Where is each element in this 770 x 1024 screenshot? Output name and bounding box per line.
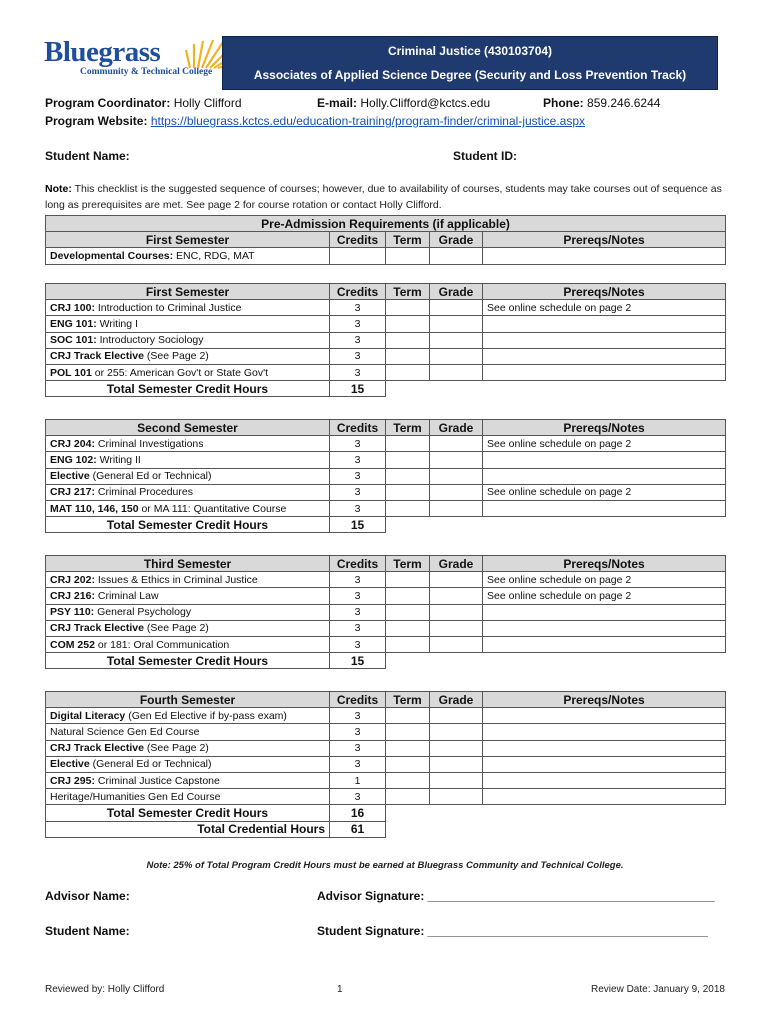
grade-cell[interactable] (430, 468, 483, 484)
grade-cell[interactable] (430, 348, 483, 364)
grade-cell[interactable] (430, 620, 483, 636)
total-row (46, 805, 726, 821)
course-code: SOC 101: (50, 334, 97, 347)
course-cell (46, 756, 330, 772)
logo-wordmark: Bluegrass (44, 36, 161, 68)
semester-table (45, 555, 726, 669)
program-title: Criminal Justice (430103704) (387, 44, 553, 58)
course-code: CRJ 204: (50, 437, 95, 450)
table-row (46, 484, 726, 500)
term-cell[interactable] (386, 604, 430, 620)
course-cell (46, 348, 330, 364)
notes-cell (483, 604, 726, 620)
credits-header: Credits (330, 284, 386, 300)
course-cell (46, 364, 330, 380)
course-cell (46, 468, 330, 484)
table-row (46, 364, 726, 380)
term-cell[interactable] (386, 724, 430, 740)
course-cell (46, 436, 330, 452)
grade-cell[interactable] (430, 588, 483, 604)
website-link[interactable]: https://bluegrass.kctcs.edu/education-training/program-finder/criminal-justice.aspx (150, 114, 586, 128)
term-cell[interactable] (386, 756, 430, 772)
student-name-label: Student Name: (45, 149, 130, 163)
course-title: Heritage/Humanities Gen Ed Course (50, 790, 221, 803)
course-title: (See Page 2) (143, 622, 209, 635)
total-row (46, 381, 726, 397)
course-title: Natural Science Gen Ed Course (50, 725, 200, 738)
course-title: (Gen Ed Elective if by-pass exam) (125, 709, 287, 722)
course-code: CRJ Track Elective (50, 622, 144, 635)
course-code: CRJ 217: (50, 486, 95, 499)
advisor-signature-line[interactable]: Advisor Signature: ___________________________________________ (317, 889, 715, 903)
course-cell (46, 500, 330, 516)
credits-cell: 3 (330, 500, 386, 516)
term-cell[interactable] (386, 452, 430, 468)
page-number: 1 (337, 984, 343, 995)
table-row (46, 248, 726, 264)
email-value: Holly.Clifford@kctcs.edu (360, 96, 491, 110)
course-cell (46, 484, 330, 500)
course-title: or MA 111: Quantitative Course (138, 502, 287, 515)
notes-cell: See online schedule on page 2 (483, 436, 726, 452)
notes-cell: See online schedule on page 2 (483, 588, 726, 604)
credits-cell: 3 (330, 756, 386, 772)
table-row (46, 789, 726, 805)
grade-header: Grade (430, 556, 483, 572)
prereqs-header: Prereqs/Notes (483, 692, 726, 708)
notes-cell (483, 348, 726, 364)
semester-header: Second Semester (46, 420, 330, 436)
term-cell[interactable] (386, 484, 430, 500)
credits-header: Credits (330, 420, 386, 436)
term-header: Term (386, 420, 430, 436)
pre-admission-table (45, 215, 726, 265)
course-title: Criminal Procedures (94, 486, 193, 499)
semester-header: Fourth Semester (46, 692, 330, 708)
course-code: Digital Literacy (50, 709, 126, 722)
semester-table (45, 283, 726, 397)
course-cell (46, 740, 330, 756)
table-row (46, 724, 726, 740)
course-title: (See Page 2) (143, 350, 209, 363)
prereqs-header: Prereqs/Notes (483, 232, 726, 248)
course-title: Criminal Investigations (94, 437, 204, 450)
course-cell (46, 572, 330, 588)
grade-cell[interactable] (430, 500, 483, 516)
grade-cell[interactable] (430, 364, 483, 380)
credits-cell: 3 (330, 300, 386, 316)
total-label: Total Semester Credit Hours (46, 517, 330, 533)
course-cell (46, 452, 330, 468)
pre-admission-title: Pre-Admission Requirements (if applicable) (46, 216, 726, 232)
term-cell[interactable] (386, 348, 430, 364)
term-header: Term (386, 692, 430, 708)
grade-cell[interactable] (430, 332, 483, 348)
advisor-name-label: Advisor Name: (45, 889, 130, 903)
course-title: Introduction to Criminal Justice (94, 301, 242, 314)
website-label: Program Website: (45, 114, 148, 128)
course-code: CRJ 216: (50, 589, 95, 602)
term-cell[interactable] (386, 636, 430, 652)
grade-cell[interactable] (430, 740, 483, 756)
notes-cell (483, 500, 726, 516)
credits-cell: 3 (330, 588, 386, 604)
table-row (46, 332, 726, 348)
notes-cell: See online schedule on page 2 (483, 484, 726, 500)
notes-cell: See online schedule on page 2 (483, 300, 726, 316)
term-header: Term (386, 232, 430, 248)
total-label: Total Semester Credit Hours (46, 381, 330, 397)
course-code: ENG 102: (50, 453, 97, 466)
term-cell[interactable] (386, 708, 430, 724)
credits-cell: 3 (330, 316, 386, 332)
course-code: MAT 110, 146, 150 (50, 502, 139, 515)
term-cell[interactable] (386, 300, 430, 316)
notes-cell (483, 620, 726, 636)
course-code: CRJ Track Elective (50, 742, 144, 755)
grade-header: Grade (430, 692, 483, 708)
prereqs-header: Prereqs/Notes (483, 420, 726, 436)
note-label: Note: (45, 183, 72, 195)
table-row (46, 452, 726, 468)
table-row (46, 468, 726, 484)
term-cell[interactable] (386, 740, 430, 756)
credits-cell: 1 (330, 772, 386, 788)
grade-cell[interactable] (430, 604, 483, 620)
credits-cell: 3 (330, 332, 386, 348)
grade-cell[interactable] (430, 724, 483, 740)
grade-cell[interactable] (430, 484, 483, 500)
degree-title: Associates of Applied Science Degree (Security and Loss Prevention Track) (253, 68, 687, 82)
course-cell (46, 724, 330, 740)
course-cell (46, 620, 330, 636)
student-id-field (453, 149, 517, 163)
course-code: CRJ Track Elective (50, 350, 144, 363)
table-row (46, 756, 726, 772)
phone-value: 859.246.6244 (587, 96, 661, 110)
term-cell[interactable] (386, 588, 430, 604)
grade-cell[interactable] (430, 436, 483, 452)
credits-header: Credits (330, 692, 386, 708)
table-row (46, 620, 726, 636)
notes-cell (483, 636, 726, 652)
notes-cell (483, 452, 726, 468)
prereqs-header: Prereqs/Notes (483, 284, 726, 300)
course-code: PSY 110: (50, 606, 95, 619)
total-label: Total Semester Credit Hours (46, 653, 330, 669)
grade-cell[interactable] (430, 452, 483, 468)
credits-cell[interactable] (330, 248, 386, 264)
semester-header: First Semester (46, 284, 330, 300)
credits-cell: 3 (330, 348, 386, 364)
coordinator-name: Holly Clifford (173, 96, 242, 110)
grade-cell[interactable] (430, 300, 483, 316)
course-cell (46, 789, 330, 805)
semester-header: Third Semester (46, 556, 330, 572)
term-cell[interactable] (386, 332, 430, 348)
total-value: 15 (330, 381, 386, 397)
total-row (46, 653, 726, 669)
course-title: General Psychology (94, 606, 192, 619)
reviewed-by: Reviewed by: Holly Clifford (45, 984, 165, 995)
term-cell[interactable] (386, 572, 430, 588)
note-text: This checklist is the suggested sequence of courses; however, due to availability of courses, students may take courses out of sequence as long as prerequisites are met. See page 2 for course rotation or contact Holly Clifford. (45, 183, 722, 211)
credits-cell: 3 (330, 620, 386, 636)
course-cell: Developmental Courses: ENC, RDG, MAT (46, 248, 330, 264)
term-cell[interactable] (386, 620, 430, 636)
student-name-field (45, 149, 130, 163)
credits-header: Credits (330, 232, 386, 248)
total-row (46, 517, 726, 533)
notes-cell (483, 756, 726, 772)
table-row (46, 500, 726, 516)
table-row (46, 316, 726, 332)
grade-cell[interactable] (430, 572, 483, 588)
grade-cell[interactable] (430, 708, 483, 724)
table-row (46, 604, 726, 620)
credential-value: 61 (330, 821, 386, 837)
term-cell[interactable] (386, 364, 430, 380)
course-cell (46, 300, 330, 316)
semester-table (45, 691, 726, 838)
student-name-sig-label: Student Name: (45, 924, 130, 938)
course-code: Elective (50, 470, 90, 483)
notes-cell (483, 708, 726, 724)
credits-cell: 3 (330, 468, 386, 484)
notes-cell (483, 789, 726, 805)
course-code: CRJ 295: (50, 774, 95, 787)
grade-cell[interactable] (430, 756, 483, 772)
grade-cell[interactable] (430, 789, 483, 805)
course-cell (46, 588, 330, 604)
course-code: COM 252 (50, 638, 95, 651)
total-label: Total Semester Credit Hours (46, 805, 330, 821)
term-header: Term (386, 284, 430, 300)
credits-cell: 3 (330, 724, 386, 740)
coordinator-label: Program Coordinator: (45, 96, 171, 110)
credits-cell: 3 (330, 789, 386, 805)
course-cell (46, 332, 330, 348)
grade-cell[interactable] (430, 636, 483, 652)
grade-cell[interactable] (430, 772, 483, 788)
student-signature-line[interactable]: Student Signature: __________________________________________ (317, 924, 708, 938)
table-row (46, 636, 726, 652)
table-row (46, 772, 726, 788)
credits-cell: 3 (330, 740, 386, 756)
checklist-note (45, 181, 725, 213)
table-row (46, 436, 726, 452)
credits-cell: 3 (330, 364, 386, 380)
table-row (46, 588, 726, 604)
credits-cell: 3 (330, 436, 386, 452)
term-cell[interactable] (386, 468, 430, 484)
course-title: Criminal Law (94, 589, 159, 602)
credits-cell: 3 (330, 708, 386, 724)
grade-cell[interactable] (430, 316, 483, 332)
course-title: (General Ed or Technical) (89, 470, 212, 483)
website-line (45, 114, 585, 128)
course-title: (See Page 2) (143, 742, 209, 755)
credential-label: Total Credential Hours (46, 821, 330, 837)
total-value: 16 (330, 805, 386, 821)
term-cell[interactable] (386, 248, 430, 264)
credits-cell: 3 (330, 452, 386, 468)
course-title: Writing I (96, 317, 138, 330)
phone-line (543, 96, 660, 110)
course-title: or 181: Oral Communication (94, 638, 230, 651)
college-logo (44, 36, 214, 84)
residency-note: Note: 25% of Total Program Credit Hours must be earned at Bluegrass Community and Technical College. (146, 860, 624, 871)
course-cell (46, 708, 330, 724)
notes-cell: See online schedule on page 2 (483, 572, 726, 588)
notes-cell[interactable] (483, 248, 726, 264)
table-row (46, 708, 726, 724)
course-code: CRJ 202: (50, 573, 95, 586)
credential-row (46, 821, 726, 837)
term-cell[interactable] (386, 316, 430, 332)
notes-cell (483, 740, 726, 756)
term-cell[interactable] (386, 772, 430, 788)
total-value: 15 (330, 517, 386, 533)
course-cell (46, 772, 330, 788)
credits-header: Credits (330, 556, 386, 572)
email-line (317, 96, 490, 110)
course-code: ENG 101: (50, 317, 97, 330)
term-header: Term (386, 556, 430, 572)
course-code: POL 101 (50, 366, 92, 379)
course-code: Elective (50, 758, 90, 771)
semester-header: First Semester (46, 232, 330, 248)
table-row (46, 740, 726, 756)
term-cell[interactable] (386, 789, 430, 805)
student-id-label: Student ID: (453, 149, 517, 163)
review-date: Review Date: January 9, 2018 (591, 984, 725, 995)
credits-cell: 3 (330, 484, 386, 500)
notes-cell (483, 332, 726, 348)
notes-cell (483, 468, 726, 484)
course-title: Writing II (96, 453, 141, 466)
course-title: (General Ed or Technical) (89, 758, 212, 771)
email-label: E-mail: (317, 96, 358, 110)
credits-cell: 3 (330, 572, 386, 588)
phone-label: Phone: (543, 96, 584, 110)
credits-cell: 3 (330, 604, 386, 620)
grade-cell[interactable] (430, 248, 483, 264)
notes-cell (483, 724, 726, 740)
program-banner (222, 36, 718, 90)
table-row (46, 572, 726, 588)
prereqs-header: Prereqs/Notes (483, 556, 726, 572)
total-value: 15 (330, 653, 386, 669)
course-title: Introductory Sociology (96, 334, 204, 347)
logo-subtitle: Community & Technical College (80, 67, 213, 77)
table-row (46, 348, 726, 364)
grade-header: Grade (430, 232, 483, 248)
course-cell (46, 316, 330, 332)
coordinator-line (45, 96, 242, 110)
notes-cell (483, 772, 726, 788)
semester-table (45, 419, 726, 533)
course-title: or 255: American Gov't or State Gov't (91, 366, 269, 379)
course-cell (46, 604, 330, 620)
course-cell (46, 636, 330, 652)
course-title: Issues & Ethics in Criminal Justice (94, 573, 258, 586)
notes-cell (483, 316, 726, 332)
course-code: CRJ 100: (50, 301, 95, 314)
course-title: Criminal Justice Capstone (94, 774, 220, 787)
notes-cell (483, 364, 726, 380)
credits-cell: 3 (330, 636, 386, 652)
term-cell[interactable] (386, 436, 430, 452)
term-cell[interactable] (386, 500, 430, 516)
grade-header: Grade (430, 420, 483, 436)
grade-header: Grade (430, 284, 483, 300)
table-row (46, 300, 726, 316)
